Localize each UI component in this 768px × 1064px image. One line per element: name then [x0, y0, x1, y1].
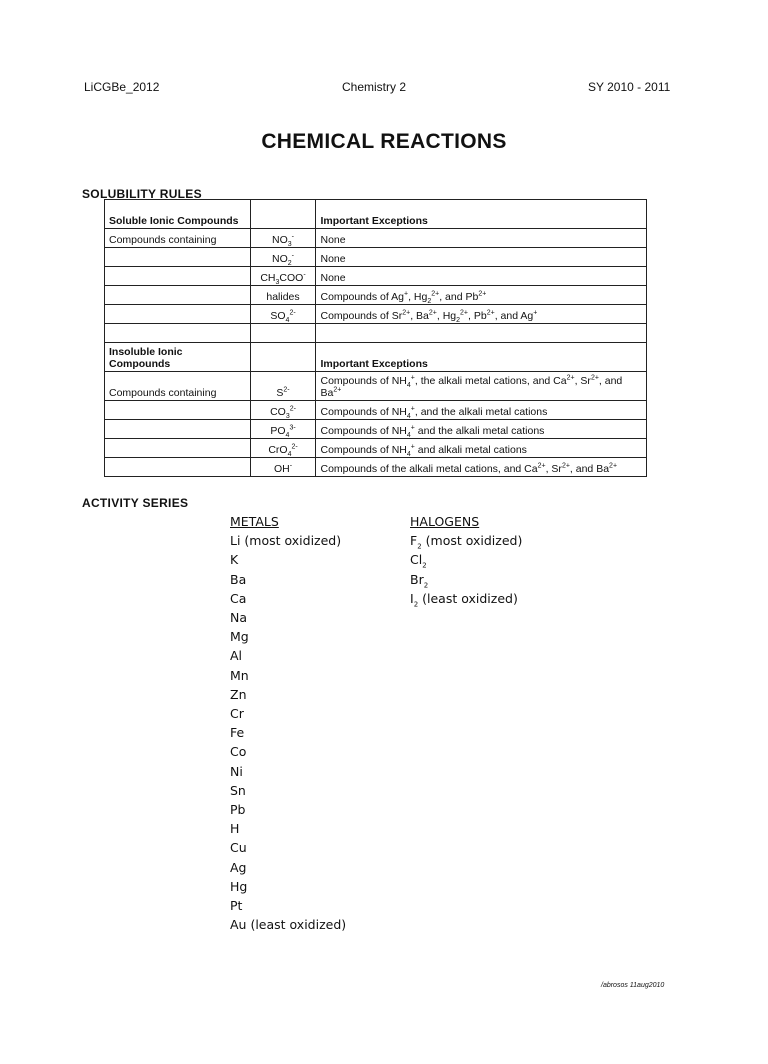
- metals-list: [230, 512, 346, 934]
- exception-cell: Compounds of $NH_4^+$ and the alkali metal cations: [316, 420, 647, 439]
- ion-cell: $PO_4^{3-}$: [250, 420, 316, 439]
- ion-cell: $NO_2^-$: [250, 248, 316, 267]
- list-item: Hg: [230, 878, 248, 894]
- ion-cell: $SO_4^{2-}$: [250, 305, 316, 324]
- list-item: Ag: [230, 859, 247, 875]
- exception-cell: Compounds of $NH_4^+$ and alkali metal cations: [316, 439, 647, 458]
- list-item: Pt: [230, 898, 243, 914]
- soluble-header: Soluble Ionic Compounds: [105, 200, 251, 229]
- list-item: $Cl_2$: [410, 552, 427, 570]
- list-item: H: [230, 821, 240, 837]
- ion-cell: $CH_3COO^-$: [250, 267, 316, 286]
- halogens-list: [410, 512, 522, 608]
- header-center: Chemistry 2: [342, 80, 407, 94]
- list-item: $F_2$ (most oxidized): [410, 533, 523, 551]
- exception-cell: Compounds of $NH_4^+$, and the alkali metal cations: [316, 401, 647, 420]
- list-item: Ni: [230, 763, 243, 779]
- header-right: SY 2010 - 2011: [588, 80, 671, 94]
- page-title: CHEMICAL REACTIONS: [261, 130, 507, 153]
- exception-cell: Compounds of Ag+, $Hg_2^{2+}$, and $Pb^{2+}$: [316, 286, 647, 305]
- list-item: $Br_2$: [410, 571, 429, 590]
- exception-cell: None: [316, 229, 647, 248]
- exception-cell: Compounds of $Sr^{2+}$, $Ba^{2+}$, $Hg_2^{2+}$, $Pb^{2+}$, and Ag+: [316, 305, 647, 324]
- list-item: Sn: [230, 782, 246, 798]
- compounds-containing: Compounds containing: [105, 372, 251, 401]
- metals-header: METALS: [230, 514, 279, 529]
- table-row: [105, 420, 647, 439]
- ion-cell: $NO_3^-$: [250, 229, 316, 248]
- list-item: Cu: [230, 840, 247, 856]
- list-item: Mn: [230, 667, 249, 683]
- compounds-containing: Compounds containing: [105, 229, 251, 248]
- list-item: Cr: [230, 706, 244, 722]
- exception-cell: Compounds of $NH_4^+$, the alkali metal cations, and $Ca^{2+}$, $Sr^{2+}$, and $Ba^{2+}$: [316, 372, 647, 401]
- ion-cell: halides: [250, 286, 316, 305]
- list-item: K: [230, 552, 239, 568]
- list-item: Ba: [230, 571, 247, 587]
- solubility-table: [104, 199, 647, 477]
- table-row: [105, 305, 647, 324]
- table-row: [105, 248, 647, 267]
- table-row: [105, 401, 647, 420]
- table-row: [105, 324, 647, 343]
- table-row: [105, 458, 647, 477]
- table-row: [105, 229, 647, 248]
- ion-cell: OH-: [250, 458, 316, 477]
- list-item: Mg: [230, 629, 249, 645]
- list-item: Au (least oxidized): [230, 917, 347, 933]
- list-item: Pb: [230, 802, 246, 818]
- table-row: [105, 200, 647, 229]
- table-row: [105, 286, 647, 305]
- ion-cell: CrO$_4^{2-}$: [250, 439, 316, 458]
- list-item: Fe: [230, 725, 245, 741]
- list-item: Na: [230, 610, 248, 626]
- solubility-rules-label: SOLUBILITY RULES: [82, 187, 202, 201]
- exceptions-header: Important Exceptions: [316, 343, 647, 372]
- table-row: [105, 343, 647, 372]
- table-row: [105, 267, 647, 286]
- footer-signature: /abrosos 11aug2010: [601, 982, 665, 989]
- list-item: Zn: [230, 686, 247, 702]
- halogens-header: HALOGENS: [410, 514, 480, 529]
- insoluble-header: Insoluble Ionic Compounds: [105, 343, 251, 372]
- list-item: Li (most oxidized): [230, 533, 342, 549]
- exception-cell: Compounds of the alkali metal cations, and $Ca^{2+}$, $Sr^{2+}$, and $Ba^{2+}$: [316, 458, 647, 477]
- ion-cell: $S^{2-}$: [250, 372, 316, 401]
- exceptions-header: Important Exceptions: [316, 200, 647, 229]
- list-item: Al: [230, 648, 243, 664]
- ion-cell: $CO_3^{2-}$: [250, 401, 316, 420]
- list-item: Co: [230, 744, 247, 760]
- exception-cell: None: [316, 248, 647, 267]
- activity-series-label: ACTIVITY SERIES: [82, 496, 189, 510]
- table-row: [105, 439, 647, 458]
- exception-cell: None: [316, 267, 647, 286]
- list-item: Ca: [230, 590, 247, 606]
- table-row: [105, 372, 647, 401]
- list-item: $I_2$ (least oxidized): [410, 590, 518, 609]
- header-left: LiCGBe_2012: [84, 80, 160, 94]
